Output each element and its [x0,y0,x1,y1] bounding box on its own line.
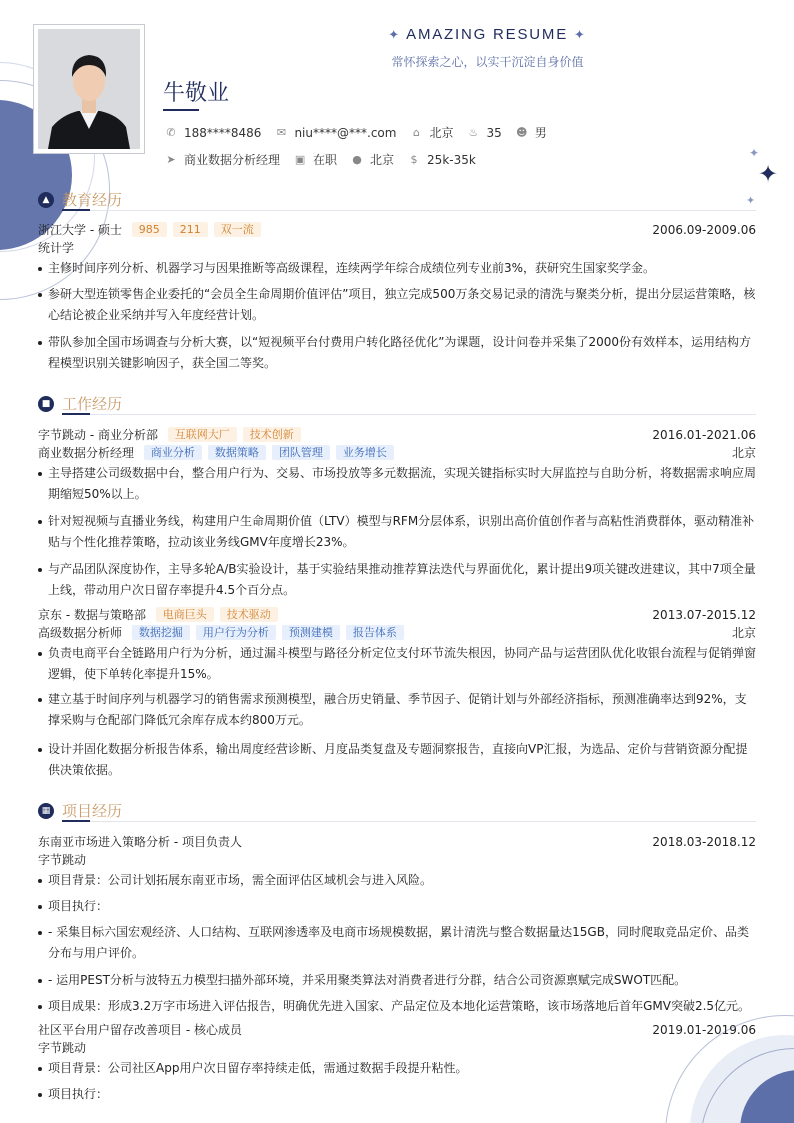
major: 统计学 [38,241,75,255]
school-name: 浙江大学 - 硕士 [38,223,122,237]
skill-tag: 报告体系 [346,625,404,640]
job-role-row [38,445,756,461]
list-item: 主修时间序列分析、机器学习与因果推断等高级课程，连续两学年综合成绩位列专业前3%，获研究生国家奖学金。 [38,258,756,279]
list-item: 针对短视频与直播业务线，构建用户生命周期价值（LTV）模型与RFM分层体系，识别出高价值创作者与高粘性消费群体，驱动精准补贴与个性化推荐策略，拉动该业务线GMV年度增长23%。 [38,511,756,553]
mail-icon: ✉ [276,125,287,139]
status-item [294,151,337,168]
city-item [410,124,453,141]
cake-icon: ♨ [468,125,479,139]
sparkle-icon: ✦ [746,194,756,207]
skill-tag: 数据策略 [208,445,266,460]
email-value: niu****@***.com [294,125,397,140]
divider [62,821,756,822]
job-city: 北京 [731,626,756,640]
send-icon: ➤ [166,152,176,166]
list-item: 与产品团队深度协作，主导多轮A/B实验设计，基于实验结果推动推荐算法迭代与界面优化，累计提出9项关键改进建议，其中7项全量上线，带动用户次日留存率提升4.5个百分点。 [38,559,756,601]
gender-item [516,124,547,141]
skill-tag: 预测建模 [282,625,340,640]
company-tag: 技术创新 [243,427,301,442]
status-value: 在职 [313,153,338,167]
divider-accent [62,413,90,415]
section-title: 工作经历 [62,395,123,413]
position-value: 商业数据分析经理 [184,153,281,167]
job-period: 2013.07-2015.12 [652,608,756,622]
brand-title [385,26,590,43]
pin-icon: ● [352,152,362,166]
project-org: 字节跳动 [38,853,87,867]
email-item [275,126,396,140]
basic-info-row [165,124,561,141]
job-header [38,427,756,443]
user-icon: ☻ [516,125,528,139]
project-header [38,1022,756,1038]
location-item [351,151,394,168]
job-role-row [38,625,756,641]
company-name: 字节跳动 - 商业分析部 [38,428,158,442]
job-role: 高级数据分析师 [38,626,123,640]
brand-text: AMAZING RESUME [406,26,569,43]
divider-accent [62,209,90,211]
section-title: 项目经历 [62,802,123,820]
education-header [38,222,756,238]
briefcase-icon: ■ [38,396,54,412]
skill-tag: 业务增长 [336,445,394,460]
list-item: 项目背景：公司社区App用户次日留存率持续走低，需通过数据手段提升粘性。 [38,1058,756,1079]
profile-photo [38,29,140,149]
company-tag: 互联网大厂 [168,427,237,442]
list-item: 建立基于时间序列与机器学习的销售需求预测模型，融合历史销量、季节因子、促销计划与外部经济指标，预测准确率达到92%，支撑采购与仓配部门降低冗余库存成本约800万元。 [38,689,756,731]
list-item: - 采集目标六国宏观经济、人口结构、互联网渗透率及电商市场规模数据，累计清洗与整合数据量达15GB，同时爬取竞品定价、品类分布与用户评价。 [38,922,756,964]
skill-tag: 团队管理 [272,445,330,460]
section-projects [38,800,756,822]
list-item: 负责电商平台全链路用户行为分析，通过漏斗模型与路径分析定位支付环节流失根因，协同产品与运营团队优化收银台流程与促销弹窗逻辑，使下单转化率提升15%。 [38,643,756,685]
project-org: 字节跳动 [38,1041,87,1055]
list-item: 项目执行： [38,896,756,917]
list-item: 设计并固化数据分析报告体系，输出周度经营诊断、月度品类复盘及专题洞察报告，直接向VP汇报，为选品、定价与营销资源分配提供决策依据。 [38,739,756,781]
list-item: 主导搭建公司级数据中台，整合用户行为、交易、市场投放等多元数据流，实现关键指标实时大屏监控与自助分析，将数据需求响应周期缩短50%以上。 [38,463,756,505]
project-name: 社区平台用户留存改善项目 - 核心成员 [38,1023,242,1037]
project-header [38,834,756,850]
project-name: 东南亚市场进入策略分析 - 项目负责人 [38,835,242,849]
candidate-name: 牛敬业 [163,81,230,106]
skill-tag: 数据挖掘 [132,625,190,640]
company-name: 京东 - 数据与策略部 [38,608,146,622]
school-tag: 双一流 [214,222,261,237]
city-value: 北京 [429,126,454,140]
divider-accent [62,820,90,822]
skill-tag: 商业分析 [144,445,202,460]
education-period: 2006.09-2009.06 [652,223,756,237]
list-item: 参研大型连锁零售企业委托的“会员全生命周期价值评估”项目，独立完成500万条交易记录的清洗与聚类分析，提出分层运营策略，核心结论被企业采纳并写入年度经营计划。 [38,284,756,326]
list-item: 项目成果：形成3.2万字市场进入评估报告，明确优先进入国家、产品定位及本地化运营策略，该市场落地后首年GMV突破2.5亿元。 [38,996,756,1017]
phone-value: 188****8486 [184,125,262,140]
name-underline [163,109,199,111]
job-period: 2016.01-2021.06 [652,428,756,442]
job-role: 商业数据分析经理 [38,446,135,460]
location-value: 北京 [370,153,395,167]
list-item: 带队参加全国市场调查与分析大赛，以“短视频平台付费用户转化路径优化”为课题，设计问卷并采集了2000份有效样本，运用结构方程模型识别关键影响因子，获全国二等奖。 [38,332,756,374]
briefcase-icon: ▣ [294,152,306,166]
coin-icon: $ [410,152,418,166]
company-tag: 技术驱动 [220,607,278,622]
gender-value: 男 [534,126,547,140]
skill-tag: 用户行为分析 [196,625,276,640]
section-work [38,393,756,415]
phone-icon: ✆ [166,125,176,139]
project-period: 2019.01-2019.06 [652,1023,756,1037]
school-tag: 985 [132,222,167,237]
sparkle-icon: ✦ [574,27,587,42]
graduation-cap-icon: ▲ [38,192,54,208]
sparkle-icon: ✦ [758,160,779,188]
project-period: 2018.03-2018.12 [652,835,756,849]
slogan: 常怀探索之心，以实干沉淀自身价值 [391,55,584,69]
job-header [38,607,756,623]
section-title: 教育经历 [62,191,123,209]
job-city: 北京 [731,446,756,460]
profile-photo-frame [33,24,145,154]
divider [62,414,756,415]
divider [62,210,756,211]
list-item: 项目执行： [38,1084,756,1105]
age-value: 35 [486,125,502,140]
list-item: 项目背景：公司计划拓展东南亚市场，需全面评估区域机会与进入风险。 [38,870,756,891]
company-tag: 电商巨头 [156,607,214,622]
intention-row [165,151,490,168]
home-icon: ⌂ [412,125,420,139]
salary-value: 25k-35k [427,152,476,167]
section-education [38,189,756,211]
sparkle-icon: ✦ [388,27,401,42]
sparkle-icon: ✦ [749,146,760,160]
list-item: - 运用PEST分析与波特五力模型扫描外部环境，并采用聚类算法对消费者进行分群，结合公司资源禀赋完成SWOT匹配。 [38,970,756,991]
grid-icon: ▦ [38,803,54,819]
salary-item [408,153,476,167]
position-item [165,151,280,168]
age-item [467,126,501,140]
school-tag: 211 [173,222,208,237]
phone-item [165,126,261,140]
